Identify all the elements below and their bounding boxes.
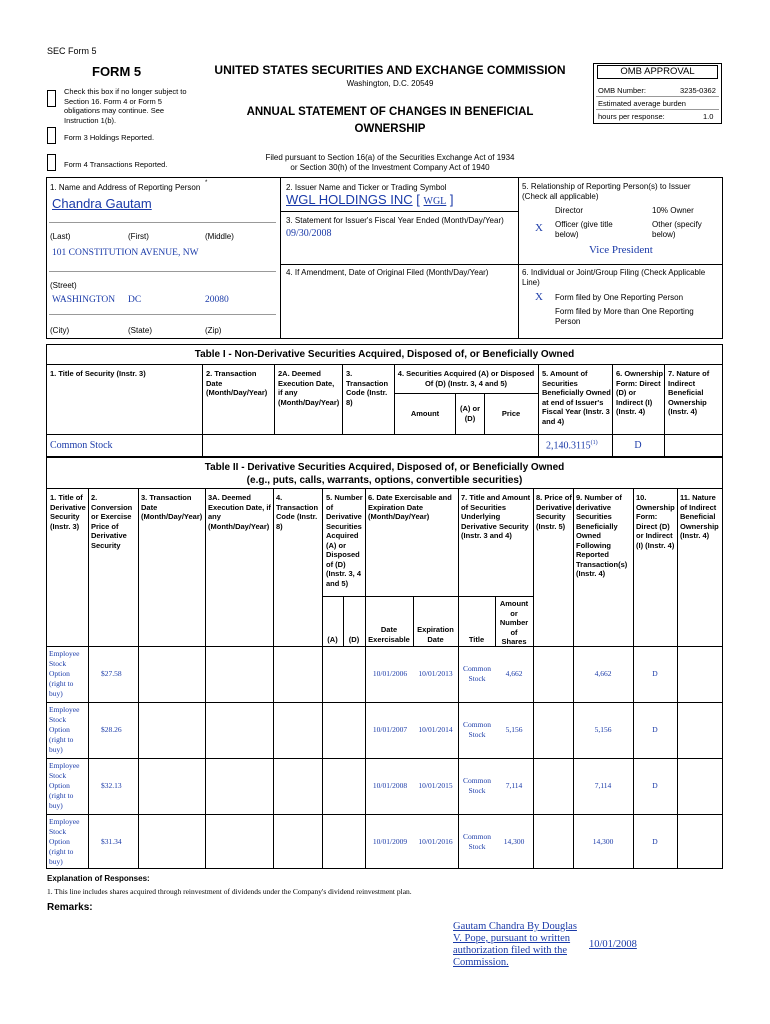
t2-row-form: D [652,725,658,734]
t2-row-exercisable: 10/01/2007 [372,725,408,734]
issuer-name-ticker: WGL HOLDINGS INC [ WGL ] [286,192,454,207]
filed-pursuant-1: Filed pursuant to Section 16(a) of the Securities Exchange Act of 1934 [265,153,515,162]
t2-col-number: 5. Number of Derivative Securities Acquired (A) or Disposed of (D) (Instr. 3, 4 and 5) [326,493,363,588]
last-label: (Last) [50,232,71,241]
t1-col-price: Price [501,409,521,418]
t2-row-under-amount: 4,662 [505,669,523,678]
t2-row-title: Employee Stock Option (right to buy) [49,649,80,698]
t1-col-date: 2. Transaction Date (Month/Day/Year) [206,369,268,397]
t2-row-under-title: Common Stock [463,664,491,683]
t2-col-underlying: 7. Title and Amount of Securities Underlying Derivative Security (Instr. 3 and 4) [461,493,531,540]
t2-row-title: Employee Stock Option (right to buy) [49,761,80,810]
t1-col-owned: 5. Amount of Securities Beneficially Owned at end of Issuer's Fiscal Year (Instr. 3 and 4) [542,369,611,426]
t2-row-owned: 14,300 [592,837,614,846]
t2-col-expiration: Expiration Date [417,625,454,644]
street-label: (Street) [50,281,77,290]
omb-number-label: OMB Number: [598,86,646,95]
other-label: Other (specify below) [652,220,702,239]
state-value: DC [128,295,142,305]
t2-col-under-amount: Amount or Number of Shares [499,599,529,646]
fiscal-year-value: 09/30/2008 [286,228,332,239]
t2-row-owned: 4,662 [594,669,612,678]
form4-checkbox[interactable] [47,154,56,171]
t2-col-price: 8. Price of Derivative Security (Instr. 5) [536,493,572,531]
street-address: 101 CONSTITUTION AVENUE, NW [52,248,199,258]
omb-approval-title: OMB APPROVAL [597,65,718,79]
officer-check[interactable]: X [535,222,543,234]
t2-row-under-title: Common Stock [463,832,491,851]
form3-label: Form 3 Holdings Reported. [64,133,155,142]
t2-row-form: D [652,837,658,846]
t2-row-price: $31.34 [101,837,122,846]
t2-row-exercisable: 10/01/2008 [372,781,408,790]
t2-col-deemed: 3A. Deemed Execution Date, if any (Month/Day/Year) [208,493,271,531]
statement-title-1: ANNUAL STATEMENT OF CHANGES IN BENEFICIAL [246,106,534,118]
t1-col-deemed: 2A. Deemed Execution Date, if any (Month/Day/Year) [278,369,340,407]
t2-row-price: $27.58 [101,669,122,678]
t2-col-a: (A) [327,635,338,644]
omb-burden-label: Estimated average burden [598,99,686,108]
t2-row-expiration: 10/01/2013 [418,669,453,678]
t2-row-exercisable: 10/01/2009 [372,837,408,846]
table-one-title: Table I - Non-Derivative Securities Acquired, Disposed of, or Beneficially Owned [194,349,575,360]
ticker-symbol: WGL [423,196,447,207]
reporting-person-name: Chandra Gautam [52,196,152,211]
t2-col-nature: 11. Nature of Indirect Beneficial Ownership (Instr. 4) [680,493,719,540]
t2-col-under-title: Title [468,635,485,644]
amendment-label: 4. If Amendment, Date of Original Filed (Month/Day/Year) [286,268,489,277]
t2-row-expiration: 10/01/2014 [418,725,453,734]
t2-col-date: 3. Transaction Date (Month/Day/Year) [141,493,203,521]
remarks-heading: Remarks: [47,902,93,913]
state-label: (State) [128,326,153,335]
form-title: FORM 5 [92,64,142,79]
filing-type-label: 6. Individual or Joint/Group Filing (Check Applicable Line) [522,268,706,287]
t2-col-code: 4. Transaction Code (Instr. 8) [276,493,319,531]
t2-col-d: (D) [348,635,360,644]
zip-label: (Zip) [205,326,222,335]
t2-row-owned: 5,156 [594,725,612,734]
t2-row-price: $32.13 [101,781,122,790]
omb-number: 3235-0362 [680,86,716,95]
explanation-heading: Explanation of Responses: [47,874,150,883]
middle-label: (Middle) [205,232,234,241]
check-box-text: Check this box if no longer subject to Section 16. Form 4 or Form 5 obligations may continue. See Instruction 1(b). [64,87,187,125]
no-longer-subject-checkbox[interactable] [47,90,56,107]
reporting-person-label: 1. Name and Address of Reporting Person [50,183,201,192]
commission-title: UNITED STATES SECURITIES AND EXCHANGE COMMISSION [214,63,566,77]
signature-date: 10/01/2008 [589,939,637,950]
t2-row-price: $28.26 [101,725,122,734]
form3-checkbox[interactable] [47,127,56,144]
t1-row-form: D [634,440,642,451]
table-two-title-2: (e.g., puts, calls, warrants, options, convertible securities) [246,475,523,486]
t1-col-securities: 4. Securities Acquired (A) or Disposed Of (D) (Instr. 3, 4 and 5) [397,369,535,388]
t2-col-title: 1. Title of Derivative Security (Instr. 3) [50,493,86,531]
t2-col-exercise: 6. Date Exercisable and Expiration Date (Month/Day/Year) [368,493,452,521]
t2-row-title: Employee Stock Option (right to buy) [49,705,80,754]
t2-col-owned: 9. Number of derivative Securities Beneficially Owned Following Reported Transaction(s) (Instr. 4) [576,493,628,578]
ten-percent-owner-label: 10% Owner [652,206,694,215]
omb-hours-label: hours per response: [598,112,665,121]
t2-row-expiration: 10/01/2016 [418,837,453,846]
first-label: (First) [128,232,149,241]
form4-label: Form 4 Transactions Reported. [64,160,168,169]
signature: Gautam Chandra By Douglas V. Pope, pursuant to written authorization filed with the Commission. [453,921,577,968]
t1-col-nature: 7. Nature of Indirect Beneficial Ownership (Instr. 4) [668,369,710,416]
t2-row-exercisable: 10/01/2006 [372,669,408,678]
t1-row-security: Common Stock [50,440,113,451]
city-label: (City) [50,326,70,335]
issuer-label: 2. Issuer Name and Ticker or Trading Symbol [286,183,447,192]
t2-row-under-title: Common Stock [463,720,491,739]
statement-title-2: OWNERSHIP [354,123,426,135]
footnote-1: 1. This line includes shares acquired through reinvestment of dividends under the Company's dividend reinvestment plan. [47,887,412,896]
city-value: WASHINGTON [52,295,116,305]
zip-value: 20080 [205,295,229,305]
sec-form-label: SEC Form 5 [47,46,97,56]
t1-col-code: 3. Transaction Code (Instr. 8) [346,369,389,407]
t2-row-under-amount: 7,114 [505,781,523,790]
omb-hours: 1.0 [703,112,714,121]
officer-title: Vice President [589,244,653,256]
t2-row-under-title: Common Stock [463,776,491,795]
t2-row-form: D [652,781,658,790]
commission-location: Washington, D.C. 20549 [346,79,434,88]
one-person-label: Form filed by One Reporting Person [555,293,684,302]
table-two-title-1: Table II - Derivative Securities Acquired, Disposed of, or Beneficially Owned [204,462,565,473]
t1-col-amount: Amount [410,409,440,418]
one-person-check[interactable]: X [535,291,543,303]
t2-row-form: D [652,669,658,678]
director-label: Director [555,206,584,215]
relationship-label: 5. Relationship of Reporting Person(s) to Issuer (Check all applicable) [522,182,691,201]
t1-col-form: 6. Ownership Form: Direct (D) or Indirect (I) (Instr. 4) [616,369,664,416]
t2-row-under-amount: 14,300 [503,837,525,846]
t2-col-conversion: 2. Conversion or Exercise Price of Derivative Security [91,493,133,550]
issuer-name: WGL HOLDINGS INC [286,192,413,207]
t1-row-amount: 2,140.3115$^{(1)}$ [546,440,598,452]
t1-col-a-or-d: (A) or (D) [460,404,480,423]
t2-col-date-exercisable: Date Exercisable [368,625,410,644]
t2-col-form: 10. Ownership Form: Direct (D) or Indirect (I) (Instr. 4) [636,493,675,550]
t2-row-owned: 7,114 [594,781,612,790]
t1-col-title: 1. Title of Security (Instr. 3) [50,369,146,378]
filed-pursuant-2: or Section 30(h) of the Investment Company Act of 1940 [290,163,490,172]
t2-row-title: Employee Stock Option (right to buy) [49,817,80,866]
t2-row-expiration: 10/01/2015 [418,781,453,790]
fiscal-year-label: 3. Statement for Issuer's Fiscal Year Ended (Month/Day/Year) [286,216,504,225]
officer-label: Officer (give title below) [555,220,613,239]
more-persons-label: Form filed by More than One Reporting Person [555,307,694,326]
t2-row-under-amount: 5,156 [505,725,523,734]
